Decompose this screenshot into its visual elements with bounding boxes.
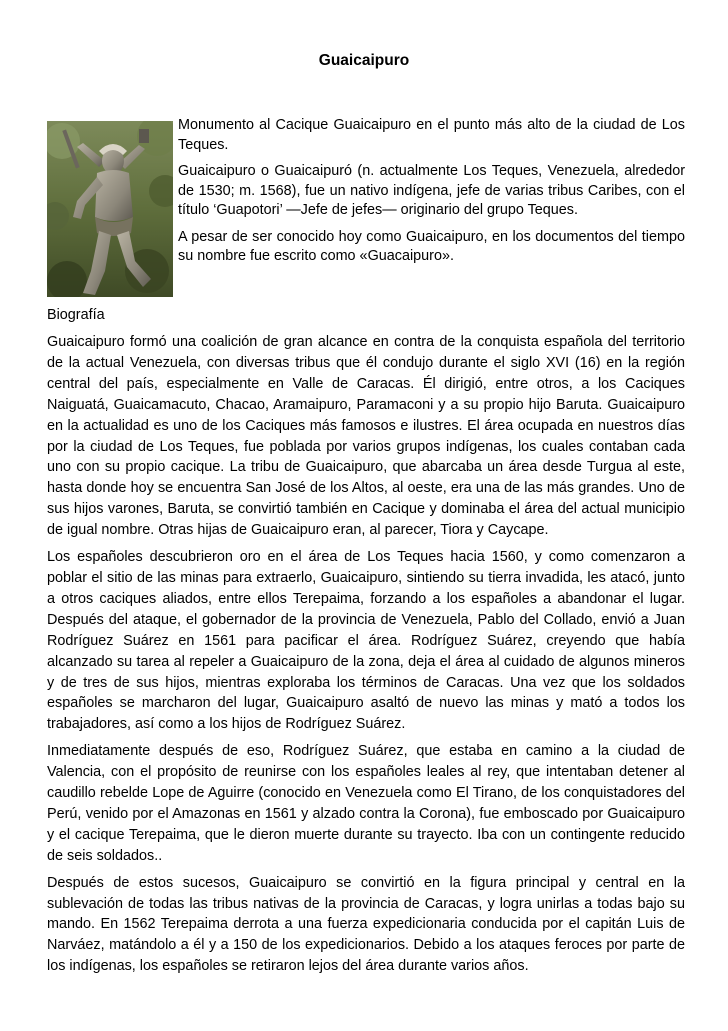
body-paragraph: Inmediatamente después de eso, Rodríguez Suárez, que estaba en camino a la ciudad de Valencia, con el propósito de reunirse con los españoles leales al rey, que intentaban detener al caudillo rebelde Lope de Aguirre (conocido en Venezuela como El Tirano, de los conquistadores del Perú, venido por el Amazonas en 1561 y alzado contra la Corona), fue emboscado por Guaicaipuro y el cacique Terepaima, que le dieron muerte durante su trayecto. Iba con un contingente reducido de seis soldados.. [47,743,685,864]
monument-photo [47,121,173,297]
body-paragraph: Después de estos sucesos, Guaicaipuro se convirtió en la figura principal y central en la sublevación de todas las tribus nativas de la provincia de Caracas, y logra unirlas a todas bajo su mando. En 1562 Terepaima derrota a una fuerza expedicionaria conducida por el capitán Luis de Narváez, matándolo a él y a 150 de los expedicionarios. Debido a los ataques feroces por parte de los indígenas, los españoles se retiraron lejos del área durante varios años. [47,874,685,975]
body-paragraph: Los españoles descubrieron oro en el área de Los Teques hacia 1560, y como comenzaron a poblar el sitio de las minas para extraerlo, Guaicaipuro, sintiendo su tierra invadida, les atacó, junto a otros caciques aliados, entre ellos Terepaima, forzando a los españoles a abandonar el lugar. Después del ataque, el gobernador de la provincia de Venezuela, Pablo del Collado, envió a Juan Rodríguez Suárez en 1561 para pacificar el área. Rodríguez Suárez, creyendo que había alcanzado su tarea al repeler a Guaicaipuro de la zona, deja el área al cuidado de algunos mineros y de tres de sus hijos, mientras exploraba los términos de Caracas. Una vez que los soldados españoles se marcharon del lugar, Guaicaipuro asaltó de nuevo las minas y mató a todos los trabajadores, así como a los hijos de Rodríguez Suárez. [47,549,685,733]
biography-text [47,332,685,983]
section-heading: Biografía [47,307,105,323]
body-paragraph: Guaicaipuro formó una coalición de gran alcance en contra de la conquista española del territorio de la actual Venezuela, con diversas tribus que él condujo durante el siglo XVI (16) en la región central del país, especialmente en Valle de Caracas. Él dirigió, entre otros, a los Caciques Naiguatá, Guaicamacuto, Chacao, Aramaipuro, Paramaconi y a su propio hijo Baruta. Guaicaipuro en la actualidad es uno de los Caciques más famosos e ilustres. El área ocupada en nuestros días por la ciudad de Los Teques, fue poblada por varios grupos indígenas, los cuales contaban cada uno con su propio cacique. La tribu de Guaicaipuro, que abarcaba un área desde Turgua al este, hasta donde hoy se encuentra San José de los Altos, al oeste, era una de las más grandes. Uno de sus hijos varones, Baruta, se convirtió también en Cacique y dominaba el área del actual municipio de igual nombre. Otras hijas de Guaicaipuro eran, al parecer, Tiora y Caycape. [47,334,685,539]
intro-paragraph: Guaicaipuro o Guaicaipuró (n. actualmente Los Teques, Venezuela, alrededor de 1530; m. 1568), fue un nativo indígena, jefe de varias tribus Caribes, con el título ‘Guapotori’ —Jefe de jefes— originario del grupo Teques. [178,163,685,218]
intro-text [178,116,685,274]
photo-caption: Monumento al Cacique Guaicaipuro en el punto más alto de la ciudad de Los Teques. [178,117,685,153]
intro-paragraph: A pesar de ser conocido hoy como Guaicaipuro, en los documentos del tiempo su nombre fue escrito como «Guacaipuro». [178,228,685,264]
page-title: Guaicaipuro [318,52,410,69]
